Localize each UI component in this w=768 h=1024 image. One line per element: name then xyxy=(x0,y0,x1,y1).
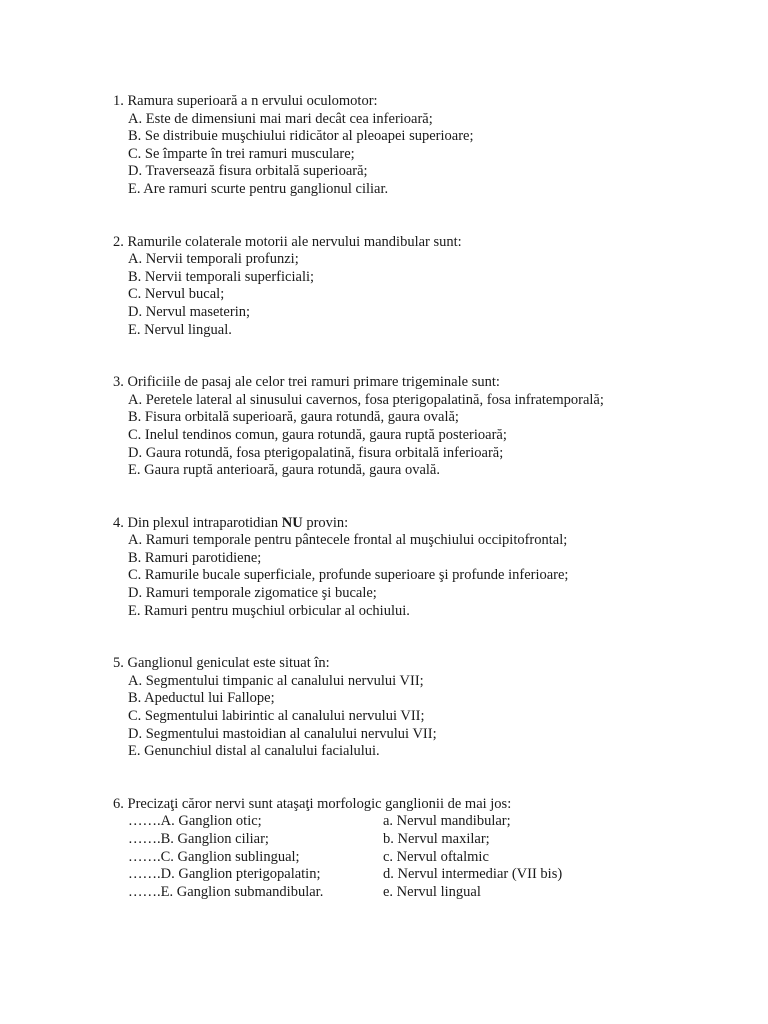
question-3-stem xyxy=(113,374,733,392)
option-b: B. Apeductul lui Fallope; xyxy=(128,690,275,707)
question-text: Precizaţi căror nervi sunt ataşaţi morfologic ganglionii de mai jos: xyxy=(127,795,512,812)
matching-row xyxy=(113,849,733,867)
ganglion-item: …….B. Ganglion ciliar; xyxy=(128,831,269,847)
question-3-options xyxy=(113,392,733,480)
matching-row xyxy=(113,813,733,831)
nerve-item: c. Nervul oftalmic xyxy=(383,848,489,865)
option-a: A. Segmentului timpanic al canalului nervului VII; xyxy=(128,672,424,689)
question-1-stem xyxy=(113,93,733,111)
question-4 xyxy=(113,515,733,621)
nerve-item: a. Nervul mandibular; xyxy=(383,813,511,830)
matching-row xyxy=(113,831,733,849)
question-number: 1. xyxy=(113,93,124,109)
option-d: D. Gaura rotundă, fosa pterigopalatină, fisura orbitală inferioară; xyxy=(128,444,504,461)
question-4-stem xyxy=(113,515,733,533)
option-e: E. Nervul lingual. xyxy=(128,321,232,338)
question-text: Ramura superioară a n ervului oculomotor: xyxy=(127,93,378,109)
option-d: D. Segmentului mastoidian al canalului nervului VII; xyxy=(128,725,437,742)
question-number: 5. xyxy=(113,655,124,672)
document-body xyxy=(113,93,733,936)
matching-table xyxy=(113,813,733,901)
question-1-options xyxy=(113,111,733,199)
option-b: B. Ramuri parotidiene; xyxy=(128,549,262,566)
question-number: 3. xyxy=(113,374,124,391)
option-e: E. Ramuri pentru muşchiul orbicular al ochiului. xyxy=(128,602,410,619)
ganglion-item: …….A. Ganglion otic; xyxy=(128,813,262,830)
question-6-stem xyxy=(113,796,733,814)
option-e: E. Gaura ruptă anterioară, gaura rotundă, gaura ovală. xyxy=(128,462,440,479)
option-a: A. Ramuri temporale pentru pântecele frontal al muşchiului occipitofrontal; xyxy=(128,532,568,549)
question-number: 6. xyxy=(113,795,124,812)
ganglion-item: …….D. Ganglion pterigopalatin; xyxy=(128,866,321,883)
option-a: A. Peretele lateral al sinusului cavernos, fosa pterigopalatină, fosa infratemporală; xyxy=(128,391,604,408)
option-a: A. Este de dimensiuni mai mari decât cea inferioară; xyxy=(128,110,433,127)
option-e: E. Genunchiul distal al canalului facialului. xyxy=(128,743,380,760)
option-c: C. Inelul tendinos comun, gaura rotundă, gaura ruptă posterioară; xyxy=(128,426,507,443)
question-text: Orificiile de pasaj ale celor trei ramuri primare trigeminale sunt: xyxy=(127,374,500,391)
option-c: C. Nervul bucal; xyxy=(128,286,225,303)
question-3 xyxy=(113,374,733,480)
option-b: B. Nervii temporali superficiali; xyxy=(128,268,315,285)
option-d: D. Traversează fisura orbitală superioară; xyxy=(128,163,368,180)
question-number: 2. xyxy=(113,233,124,250)
option-e: E. Are ramuri scurte pentru ganglionul ciliar. xyxy=(128,180,389,197)
question-text: Ganglionul geniculat este situat în: xyxy=(127,655,330,672)
question-5 xyxy=(113,655,733,761)
question-2-options xyxy=(113,251,733,339)
question-5-stem xyxy=(113,655,733,673)
question-text-emphasis: NU xyxy=(281,514,303,531)
question-6 xyxy=(113,796,733,902)
option-d: D. Nervul maseterin; xyxy=(128,303,251,320)
nerve-item: d. Nervul intermediar (VII bis) xyxy=(383,866,563,883)
option-d: D. Ramuri temporale zigomatice şi bucale; xyxy=(128,585,377,602)
option-c: C. Ramurile bucale superficiale, profunde superioare şi profunde inferioare; xyxy=(128,567,569,584)
question-2 xyxy=(113,234,733,340)
question-text: Ramurile colaterale motorii ale nervului mandibular sunt: xyxy=(127,233,462,250)
option-b: B. Fisura orbitală superioară, gaura rotundă, gaura ovală; xyxy=(128,409,459,426)
ganglion-item: …….E. Ganglion submandibular. xyxy=(128,883,324,900)
matching-row xyxy=(113,866,733,884)
question-5-options xyxy=(113,673,733,761)
question-text-suffix: provin: xyxy=(302,514,349,531)
matching-row xyxy=(113,884,733,902)
option-a: A. Nervii temporali profunzi; xyxy=(128,251,299,268)
nerve-item: b. Nervul maxilar; xyxy=(383,831,490,847)
option-c: C. Segmentului labirintic al canalului nervului VII; xyxy=(128,708,425,725)
question-number: 4. xyxy=(113,514,124,531)
question-1 xyxy=(113,93,733,199)
option-c: C. Se împarte în trei ramuri musculare; xyxy=(128,145,355,162)
question-4-options xyxy=(113,532,733,620)
question-text-prefix: Din plexul intraparotidian xyxy=(127,514,282,531)
ganglion-item: …….C. Ganglion sublingual; xyxy=(128,848,300,865)
option-b: B. Se distribuie muşchiului ridicător al pleoapei superioare; xyxy=(128,128,474,145)
nerve-item: e. Nervul lingual xyxy=(383,883,481,900)
question-2-stem xyxy=(113,234,733,252)
